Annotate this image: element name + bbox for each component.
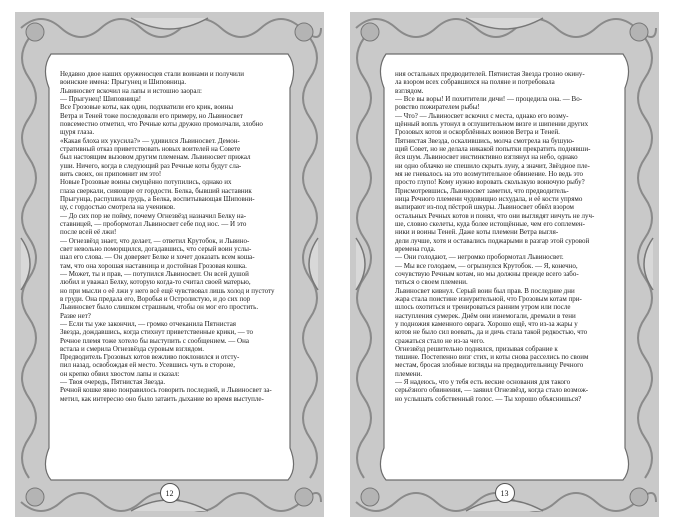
text-line: выпирают из-под пёстрой шкуры. Львиносвет обвёл взором bbox=[395, 203, 574, 212]
left-page bbox=[11, 8, 328, 521]
text-line: дели лучше, хотя и оставались поджарыми в разгар этой суровой bbox=[395, 236, 590, 245]
text-line: шал его слова. — Он доверяет Белке и хочет доказать всем коша- bbox=[60, 253, 255, 262]
text-line: щий Совет, но не делала никакой попытки прекратить поднявши- bbox=[395, 144, 591, 153]
text-line: — Твоя очередь, Пятнистая Звезда. bbox=[60, 378, 166, 387]
text-line: сочувствую Речным котам, но мы должны прежде всего забо- bbox=[395, 269, 579, 278]
page-number: 12 bbox=[160, 483, 180, 503]
text-line: Львиносвет кивнул. Серый воин был прав. В последние дни bbox=[395, 286, 575, 295]
text-line: — Что? — Львиносвет вскочил с места, однако его возму- bbox=[395, 111, 569, 120]
text-line: повсеместно отметил, что Речные коты дружно промолчали, злобно bbox=[60, 119, 263, 128]
text-line: местам, бросая злобные взгляды на предводительницу Речного bbox=[395, 361, 584, 370]
text-line: там, что она хорошая наставница и достойная Грозовая кошка. bbox=[60, 261, 247, 270]
text-line: ше, словно скелеты, куда более истощённые, чем его соплемен- bbox=[395, 219, 585, 228]
text-line: Присмотревшись, Львиносвет заметил, что предводитель- bbox=[395, 186, 569, 195]
text-line: уши. Ничего, когда в следующий раз Речные коты будут сла- bbox=[60, 161, 242, 170]
text-line: — До сих пор не пойму, почему Огнезвёзд назначил Белку на- bbox=[60, 211, 247, 220]
text-line: — Прыгунец! Шиповница! bbox=[60, 94, 142, 103]
text-line: йся шум. Львиносвет инстинктивно взглянул на небо, однако bbox=[395, 153, 578, 162]
text-line: Львиносвет вскочил на лапы и истошно заорал: bbox=[60, 86, 202, 95]
text-line: был настоящим вызовом другим племенам. Львиносвет прижал bbox=[60, 153, 251, 162]
text-line: — Может, ты и прав, — потупился Львиносвет. Он всей душой bbox=[60, 269, 249, 278]
text-line: ла взором всех собравшихся на поляне и потребовала bbox=[395, 78, 555, 87]
text-line: — Они голодают, — негромко пробормотал Львиносвет. bbox=[395, 253, 564, 262]
text-line: но услышать собственный голос. — Ты хорошо объяснишься? bbox=[395, 394, 582, 403]
text-line: после всей её лжи! bbox=[60, 228, 117, 237]
text-line: — Огнезвёзд знает, что делает, — ответил Крутобок, и Львино- bbox=[60, 236, 250, 245]
text-line: но при мысли о её лжи у него всё ещё чувствовал лишь холод и пустоту bbox=[60, 286, 275, 295]
text-line: — Мы все голодаем, — огрызнулся Крутобок. — Я, конечно, bbox=[395, 261, 578, 270]
text-line: цу, с гордостью смотрела на учеников. bbox=[60, 203, 175, 212]
text-line: щённый вопль утонул в оглушительном визге и шипении других bbox=[395, 119, 589, 128]
right-page bbox=[346, 8, 663, 521]
text-line: сражаться стало не из-за чего. bbox=[395, 336, 485, 345]
text-line: серьёзного обвинения, — заявил Огнезвёзд, когда стало возмож- bbox=[395, 386, 589, 395]
text-line: времена года. bbox=[395, 244, 436, 253]
text-line: глаза сверкали, сияющие от гордости. Белка, бывший наставник bbox=[60, 186, 252, 195]
text-line: Грозовых котов и оскорблённых воинов Ветра и Теней. bbox=[395, 128, 560, 137]
text-line: ница Речного племени чудовищно исхудала, и её кости упрямо bbox=[395, 194, 583, 203]
text-line: щуря глаза. bbox=[60, 128, 95, 137]
text-line: в груди. Она предала его, Воробья и Остролистую, и до сих пор bbox=[60, 294, 251, 303]
text-line: свет невольно поморщился, догадавшись, что серый воин услы- bbox=[60, 244, 252, 253]
text-line: он крепко обвил хвостом лапы и сказал: bbox=[60, 369, 180, 378]
text-line: ния остальных предводителей. Пятнистая Звезда грозно окину- bbox=[395, 70, 585, 78]
text-line: племени. bbox=[395, 369, 423, 378]
text-line: — Я надеюсь, что у тебя есть веские основания для такого bbox=[395, 378, 571, 387]
text-line: вить своих, он припомнит им это! bbox=[60, 169, 162, 178]
text-line: Речной кошке явно понравилось говорить последней, и Львиносвет за- bbox=[60, 386, 272, 395]
text-line: шлось охотиться и тренироваться ранним утром или после bbox=[395, 303, 571, 312]
text-line: Новые Грозовые воины смущённо потупились, однако их bbox=[60, 178, 232, 187]
text-line: метил, как интересно оно было затаить дыхание во время выступле- bbox=[60, 394, 264, 403]
text-line: любил и уважал Белку, которую когда-то считал своей матерью, bbox=[60, 278, 251, 287]
text-line: ровство пожирателем рыбы! bbox=[395, 103, 480, 112]
text-line: «Какая блоха их укусила?» — удивился Львиносвет. Демон- bbox=[60, 136, 240, 145]
text-line: тишине. Постепенно визг стих, и коты снова расселись по своим bbox=[395, 353, 589, 362]
text-line: котов не было сил воевать, да и дичь стала такой редкостью, что bbox=[395, 328, 588, 337]
text-line: Предводитель Грозовых котов вежливо поклонился и отсту- bbox=[60, 353, 240, 362]
text-line: мя не гневалось на это возмутительное обвинение. Но ведь это bbox=[395, 169, 583, 178]
text-line: Прыгунца, распушила грудь, а Белка, воспитывающая Шиповни- bbox=[60, 194, 255, 203]
text-line: воинские имена: Прыгунец и Шиповница. bbox=[60, 78, 187, 87]
text-line: Огнезвёзд решительно поднялся, призывая собрание к bbox=[395, 344, 558, 353]
text-line: взглядом. bbox=[395, 86, 424, 95]
text-line: Все Грозовые коты, как один, подхватили его крик, воины bbox=[60, 103, 234, 112]
text-line: Ветра и Теней тоже последовали его примеру, но Львиносвет bbox=[60, 111, 243, 120]
text-line: — Все вы воры! И похитители дичи! — процедила она. — Во- bbox=[395, 94, 583, 103]
text-line: пил назад, освобождая ей место. Усевшись чуть в стороне, bbox=[60, 361, 235, 370]
text-line: Разве нет? bbox=[60, 311, 91, 320]
text-line: у подножия каменного оврага. Хорошо ещё, что из-за жары у bbox=[395, 319, 578, 328]
text-line: Звезда, дождавшись, когда стихнут приветственные крики, — то bbox=[60, 328, 253, 337]
left-page-text bbox=[60, 70, 279, 477]
text-line: ни одно облачко не спешило скрыть луну, а значит, Звёздное пле- bbox=[395, 161, 590, 170]
page-number: 13 bbox=[495, 483, 515, 503]
text-line: Недавно двое наших оруженосцев стали воинами и получили bbox=[60, 70, 244, 78]
text-line: просто глупо! Кому нужно воровать скользкую вонючую рыбу? bbox=[395, 178, 585, 187]
text-line: наступления сумерек. Днём они изнемогали, дремали в тени bbox=[395, 311, 576, 320]
text-line: Речное племя тоже хотело бы выступить с сообщением. — Она bbox=[60, 336, 249, 345]
right-page-text bbox=[395, 70, 614, 477]
text-line: Пятнистая Звезда, оскалившись, молча смотрела на бушую- bbox=[395, 136, 575, 145]
text-line: встала и смерила Огнезвёзда суровым взглядом. bbox=[60, 344, 204, 353]
text-line: жара стала поистине изнурительной, что Грозовым котам при- bbox=[395, 294, 582, 303]
text-line: титься о своем племени. bbox=[395, 278, 468, 287]
text-line: ники и воины Теней. Даже коты племени Ветра выгля- bbox=[395, 228, 559, 237]
text-line: — Если ты уже закончил, — громко отчеканила Пятнистая bbox=[60, 319, 237, 328]
text-line: Львиносвет было слишком страшным, чтобы он мог его простить. bbox=[60, 303, 259, 312]
text-line: остальных Речных котов и понял, что они выглядят ничуть не луч- bbox=[395, 211, 595, 220]
text-line: ставницей, — пробормотал Львиносвет себе под нос. — И это bbox=[60, 219, 247, 228]
text-line: стративный отказ приветствовать новых воителей на Совете bbox=[60, 144, 241, 153]
